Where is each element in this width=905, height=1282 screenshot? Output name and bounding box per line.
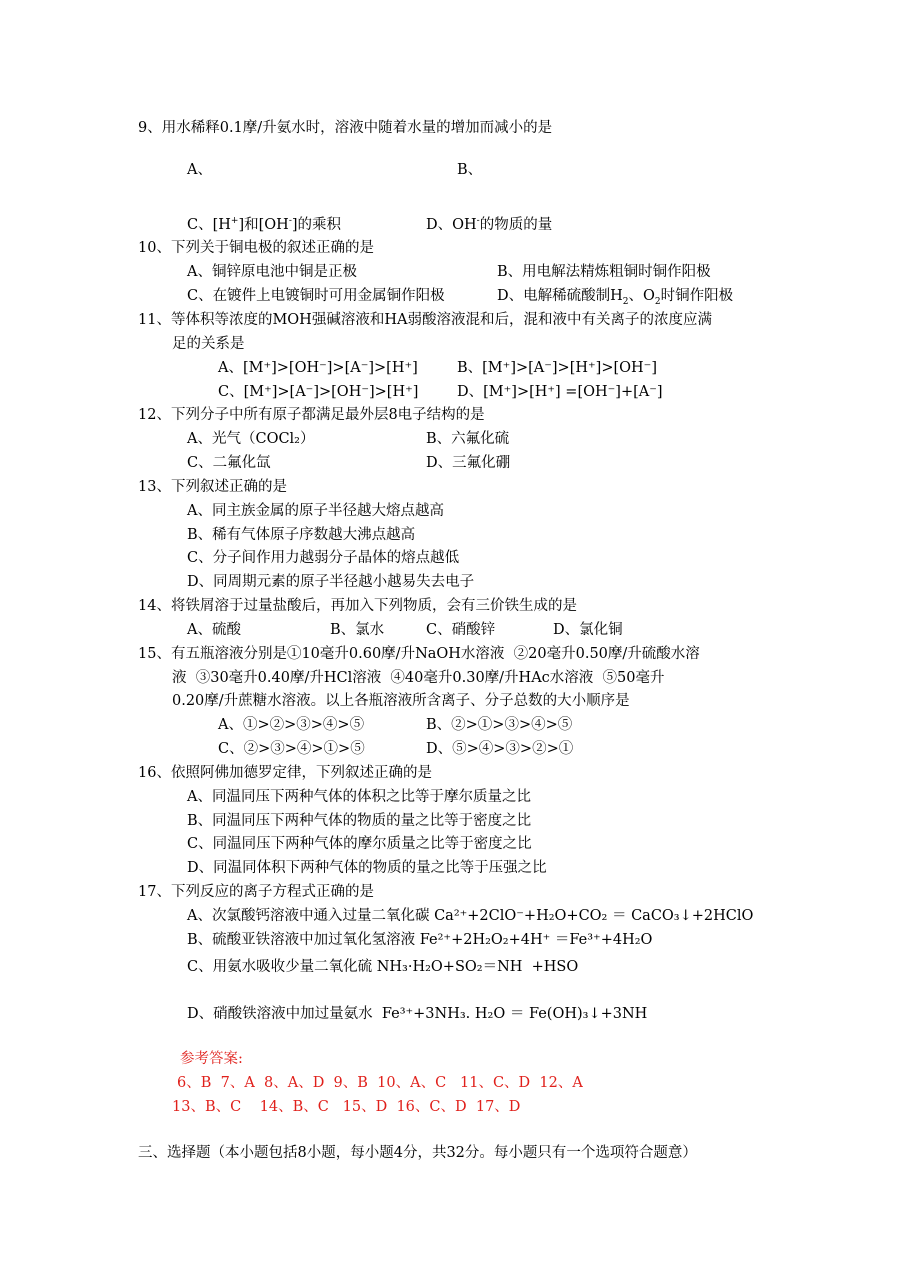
answers-line2: 13、B、C 14、B、C 15、D 16、C、D 17、D <box>172 1099 521 1115</box>
q17-option-d: D、硝酸铁溶液中加过量氨水 Fe³⁺+3NH₃. H₂O ＝ Fe(OH)₃↓+3NH <box>187 1006 648 1022</box>
section3-heading: 三、选择题（本小题包括8小题，每小题4分，共32分。每小题只有一个选项符合题意） <box>138 1145 697 1161</box>
q14-option-a: A、硫酸 <box>187 622 241 638</box>
q15-option-c: C、②>③>④>①>⑤ <box>218 741 365 757</box>
q10-d-sub2: 2 <box>654 296 661 307</box>
q11-option-b: B、[M⁺]>[A⁻]>[H⁺]>[OH⁻] <box>457 360 657 376</box>
answers-title: 参考答案: <box>180 1051 243 1067</box>
q10-d-part2: 、O <box>628 288 655 304</box>
q16-option-d: D、同温同体积下两种气体的物质的量之比等于压强之比 <box>187 860 547 876</box>
q13-option-c: C、分子间作用力越弱分子晶体的熔点越低 <box>187 550 460 566</box>
q12-option-d: D、三氟化硼 <box>426 455 511 471</box>
q9-d-sup: - <box>476 216 480 227</box>
q15-option-b: B、②>①>③>④>⑤ <box>426 717 573 733</box>
q9-option-a: A、 <box>187 162 212 178</box>
q9-c-sup2: - <box>288 216 292 227</box>
q9-d-part1: D、OH <box>426 217 477 233</box>
q15-stem-line2: 液 ③30毫升0.40摩/升HCl溶液 ④40毫升0.30摩/升HAc水溶液 ⑤50毫升 <box>172 670 665 686</box>
q14-option-d: D、氯化铜 <box>553 622 623 638</box>
q9-stem: 9、用水稀释0.1摩/升氨水时，溶液中随着水量的增加而减小的是 <box>138 120 553 136</box>
q10-d-part1: D、电解稀硫酸制H <box>497 288 623 304</box>
q17-stem: 17、下列反应的离子方程式正确的是 <box>138 884 374 900</box>
q9-option-b: B、 <box>457 162 483 178</box>
q9-c-part2: ]和[OH <box>238 217 289 233</box>
q10-d-part3: 时铜作阳极 <box>660 288 734 304</box>
q10-option-a: A、铜锌原电池中铜是正极 <box>187 264 357 280</box>
q10-option-d <box>497 286 733 306</box>
q13-option-b: B、稀有气体原子序数越大沸点越高 <box>187 527 416 543</box>
q14-option-c: C、硝酸锌 <box>426 622 496 638</box>
q9-d-part2: 的物质的量 <box>479 217 553 233</box>
q17-option-c: C、用氨水吸收少量二氧化硫 NH₃·H₂O+SO₂＝NH +HSO <box>187 959 579 975</box>
q10-d-sub1: 2 <box>622 296 629 307</box>
q17-option-b: B、硫酸亚铁溶液中加过氧化氢溶液 Fe²⁺+2H₂O₂+4H⁺ ＝Fe³⁺+4H₂O <box>187 932 653 948</box>
q9-c-part1: C、[H <box>187 217 231 233</box>
q13-stem: 13、下列叙述正确的是 <box>138 479 287 495</box>
q9-option-d <box>426 215 552 235</box>
q16-stem: 16、依照阿佛加德罗定律，下列叙述正确的是 <box>138 765 432 781</box>
q15-option-a: A、①>②>③>④>⑤ <box>218 717 365 733</box>
q12-option-b: B、六氟化硫 <box>426 431 510 447</box>
q9-option-c <box>187 215 341 235</box>
q10-option-b: B、用电解法精炼粗铜时铜作阳极 <box>497 264 711 280</box>
q13-option-a: A、同主族金属的原子半径越大熔点越高 <box>187 503 444 519</box>
q12-option-a: A、光气（COCl₂） <box>187 431 315 447</box>
q11-option-d: D、[M⁺]>[H⁺] =[OH⁻]+[A⁻] <box>457 384 663 400</box>
q10-stem: 10、下列关于铜电极的叙述正确的是 <box>138 240 374 256</box>
q15-option-d: D、⑤>④>③>②>① <box>426 741 574 757</box>
q12-stem: 12、下列分子中所有原子都满足最外层8电子结构的是 <box>138 407 485 423</box>
q11-stem-line2: 足的关系是 <box>172 336 245 352</box>
q11-option-c: C、[M⁺]>[A⁻]>[OH⁻]>[H⁺] <box>218 384 419 400</box>
q14-stem: 14、将铁屑溶于过量盐酸后，再加入下列物质，会有三价铁生成的是 <box>138 598 577 614</box>
q9-c-sup1: + <box>230 216 239 227</box>
q13-option-d: D、同周期元素的原子半径越小越易失去电子 <box>187 574 475 590</box>
q16-option-c: C、同温同压下两种气体的摩尔质量之比等于密度之比 <box>187 836 532 852</box>
q10-option-c: C、在镀件上电镀铜时可用金属铜作阳极 <box>187 288 445 304</box>
q15-stem-line3: 0.20摩/升蔗糖水溶液。以上各瓶溶液所含离子、分子总数的大小顺序是 <box>172 693 630 709</box>
q12-option-c: C、二氟化氙 <box>187 455 271 471</box>
q9-c-part3: ]的乘积 <box>291 217 342 233</box>
q11-option-a: A、[M⁺]>[OH⁻]>[A⁻]>[H⁺] <box>218 360 418 376</box>
q15-stem-line1: 15、有五瓶溶液分别是①10毫升0.60摩/升NaOH水溶液 ②20毫升0.50摩/升硫酸水溶 <box>138 646 700 662</box>
q11-stem-line1: 11、等体积等浓度的MOH强碱溶液和HA弱酸溶液混和后，混和液中有关离子的浓度应满 <box>138 312 712 328</box>
q16-option-a: A、同温同压下两种气体的体积之比等于摩尔质量之比 <box>187 789 531 805</box>
q14-option-b: B、氯水 <box>330 622 385 638</box>
q16-option-b: B、同温同压下两种气体的物质的量之比等于密度之比 <box>187 813 532 829</box>
answers-line1: 6、B 7、A 8、A、D 9、B 10、A、C 11、C、D 12、A <box>177 1075 583 1091</box>
q17-option-a: A、次氯酸钙溶液中通入过量二氧化碳 Ca²⁺+2ClO⁻+H₂O+CO₂ ＝ CaCO₃↓+2HClO <box>187 908 754 924</box>
